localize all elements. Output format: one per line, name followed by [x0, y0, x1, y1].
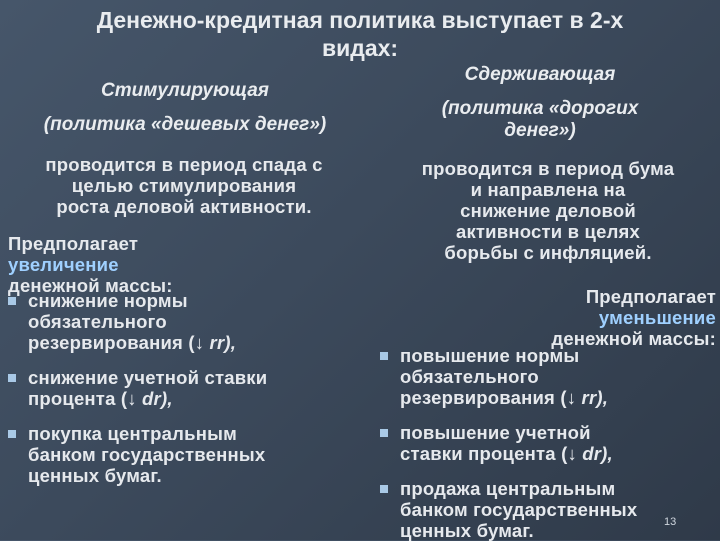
down-arrow-icon: ↓ rr),	[566, 387, 609, 408]
stimulating-intro	[8, 233, 368, 296]
square-bullet-icon	[8, 297, 16, 305]
list-item-line: повышение нормы	[400, 345, 580, 366]
restraining-heading-block	[360, 64, 720, 142]
restraining-subheading-line-2: денег»)	[504, 120, 576, 141]
square-bullet-icon	[8, 374, 16, 382]
list-item	[378, 345, 718, 408]
square-bullet-icon	[380, 429, 388, 437]
list-item	[6, 423, 356, 486]
restraining-description-line: проводится в период бума	[421, 158, 675, 179]
restraining-description-line: активности в целях	[455, 221, 641, 242]
restraining-description-line: снижение деловой	[460, 200, 636, 221]
slide-title-line-1: Денежно-кредитная политика выступает в 2-х	[96, 7, 624, 33]
list-item-text: резервирования (	[28, 332, 195, 353]
list-item-line: ценных бумаг.	[400, 520, 534, 541]
list-item	[378, 422, 718, 464]
list-item-line: обязательного	[400, 366, 539, 387]
list-item-line	[28, 388, 356, 409]
restraining-description-line: борьбы с инфляцией.	[444, 242, 652, 263]
page-number: 13	[664, 516, 677, 528]
restraining-intro-line-1	[380, 286, 716, 328]
square-bullet-icon	[380, 485, 388, 493]
list-item-line	[28, 332, 356, 353]
down-arrow-icon: ↓ dr),	[567, 443, 613, 464]
stimulating-description-line: проводится в период спада с	[45, 154, 323, 175]
slide-title	[0, 6, 720, 62]
slide-title-line-2: видах:	[321, 35, 399, 61]
list-item	[6, 367, 356, 409]
list-item	[378, 478, 718, 541]
stimulating-subheading: (политика «дешевых денег»)	[43, 114, 327, 135]
list-item-line: обязательного	[28, 311, 167, 332]
square-bullet-icon	[380, 352, 388, 360]
list-item-text: ставки процента (	[400, 443, 568, 464]
list-item-line: покупка центральным	[28, 423, 237, 444]
restraining-intro	[380, 286, 716, 349]
stimulating-description-line: целью стимулирования	[71, 175, 297, 196]
list-item-line: ценных бумаг.	[28, 465, 162, 486]
restraining-measures-list	[378, 345, 718, 541]
list-item-line	[400, 387, 718, 408]
restraining-description-line: и направлена на	[470, 179, 626, 200]
list-item-line: повышение учетной	[400, 422, 591, 443]
list-item	[6, 290, 356, 353]
list-item-line: снижение учетной ставки	[28, 367, 268, 388]
list-item-text: процента (	[28, 388, 128, 409]
stimulating-description	[4, 154, 364, 217]
restraining-intro-prefix: Предполагает	[585, 286, 716, 307]
restraining-subheading-line-1: (политика «дорогих	[441, 98, 639, 119]
list-item-line	[400, 443, 718, 464]
restraining-intro-highlight: уменьшение	[598, 307, 716, 328]
restraining-heading: Сдерживающая	[464, 64, 616, 85]
list-item-line: банком государственных	[28, 444, 266, 465]
stimulating-description-line: роста деловой активности.	[56, 196, 312, 217]
list-item-text: резервирования (	[400, 387, 567, 408]
list-item-line: продажа центральным	[400, 478, 616, 499]
stimulating-intro-line-2: денежной массы:	[8, 275, 173, 296]
restraining-intro-line-2: денежной массы:	[551, 328, 716, 349]
list-item-line: снижение нормы	[28, 290, 188, 311]
restraining-description	[380, 158, 716, 263]
down-arrow-icon: ↓ rr),	[194, 332, 237, 353]
list-item-line: банком государственных	[400, 499, 638, 520]
stimulating-measures-list	[6, 290, 356, 486]
down-arrow-icon: ↓ dr),	[127, 388, 173, 409]
stimulating-intro-prefix: Предполагает	[8, 233, 139, 254]
stimulating-heading: Стимулирующая	[101, 80, 269, 101]
square-bullet-icon	[8, 430, 16, 438]
stimulating-intro-highlight: увеличение	[8, 254, 119, 275]
stimulating-intro-line-1	[8, 233, 368, 275]
stimulating-heading-block	[0, 80, 370, 136]
